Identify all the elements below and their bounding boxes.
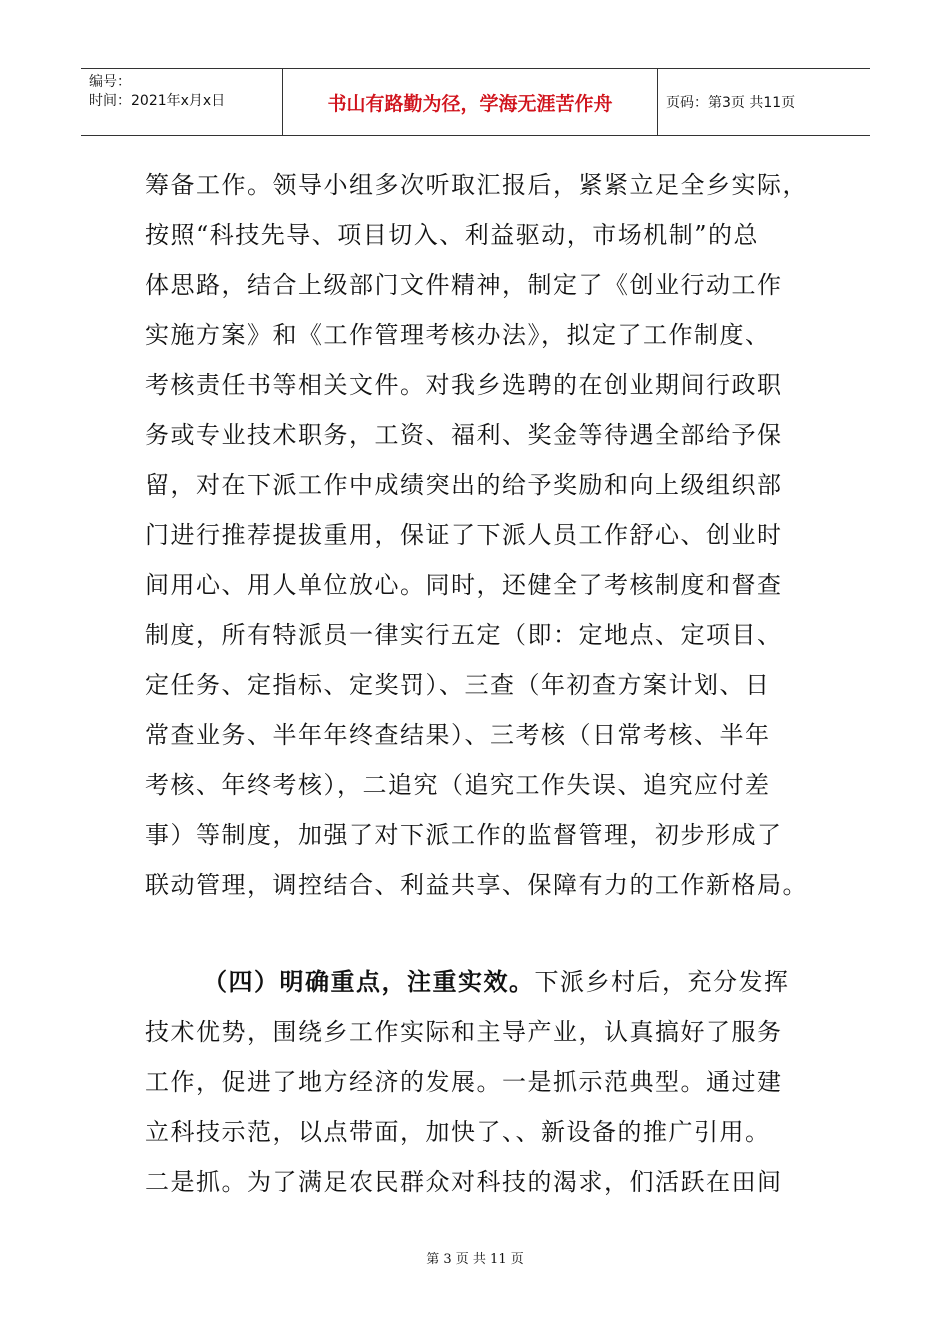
text-line: 按照“科技先导、项目切入、利益驱动，市场机制”的总	[145, 221, 760, 249]
text-line: 常查业务、半年年终查结果）、三考核（日常考核、半年	[145, 721, 771, 749]
header-meta-cell	[81, 69, 283, 135]
section-heading-line	[145, 957, 805, 1007]
text-line: 制度，所有特派员一律实行五定（即：定地点、定项目、	[145, 621, 783, 649]
text-line: 筹备工作。领导小组多次听取汇报后，紧紧立足全乡实际，	[145, 171, 808, 199]
text-line: 考核、年终考核），二追究（追究工作失误、追究应付差	[145, 771, 771, 799]
text-line: 间用心、用人单位放心。同时，还健全了考核制度和督查	[145, 571, 783, 599]
document-number-label: 编号：	[89, 74, 131, 90]
text-line: 体思路，结合上级部门文件精神，制定了《创业行动工作	[145, 271, 783, 299]
text-line: 留，对在下派工作中成绩突出的给予奖励和向上级组织部	[145, 471, 783, 499]
text-line: 事）等制度，加强了对下派工作的监督管理，初步形成了	[145, 821, 783, 849]
header-motto: 书山有路勤为径，学海无涯苦作舟	[283, 69, 658, 135]
page-footer: 第 3 页 共 11 页	[426, 1252, 524, 1267]
text-line: 定任务、定指标、定奖罚）、三查（年初查方案计划、日	[145, 671, 771, 699]
text-line: 立科技示范，以点带面，加快了、、新设备的推广引用。	[145, 1118, 771, 1146]
document-time-label: 时间：2021年x月x日	[89, 93, 226, 109]
paragraph-gap	[145, 910, 805, 957]
text-line: 技术优势，围绕乡工作实际和主导产业，认真搞好了服务	[145, 1018, 783, 1046]
header-page-code: 页码：第3页 共11页	[666, 95, 796, 111]
text-line: 务或专业技术职务，工资、福利、奖金等待遇全部给予保	[145, 421, 783, 449]
page-header	[81, 68, 870, 136]
document-body	[145, 160, 808, 1207]
text-line: 联动管理，调控结合、利益共享、保障有力的工作新格局。	[145, 871, 808, 899]
section-heading: （四）明确重点，注重实效。	[203, 967, 535, 996]
text-line: 实施方案》和《工作管理考核办法》，拟定了工作制度、	[145, 321, 771, 349]
text-line: 二是抓。为了满足农民群众对科技的渴求，们活跃在田间	[145, 1168, 783, 1196]
section-heading-continuation: 下派乡村后，充分发挥	[534, 968, 790, 996]
text-line: 考核责任书等相关文件。对我乡选聘的在创业期间行政职	[145, 371, 783, 399]
text-line: 门进行推荐提拔重用，保证了下派人员工作舒心、创业时	[145, 521, 783, 549]
text-line: 工作，促进了地方经济的发展。一是抓示范典型。通过建	[145, 1068, 783, 1096]
